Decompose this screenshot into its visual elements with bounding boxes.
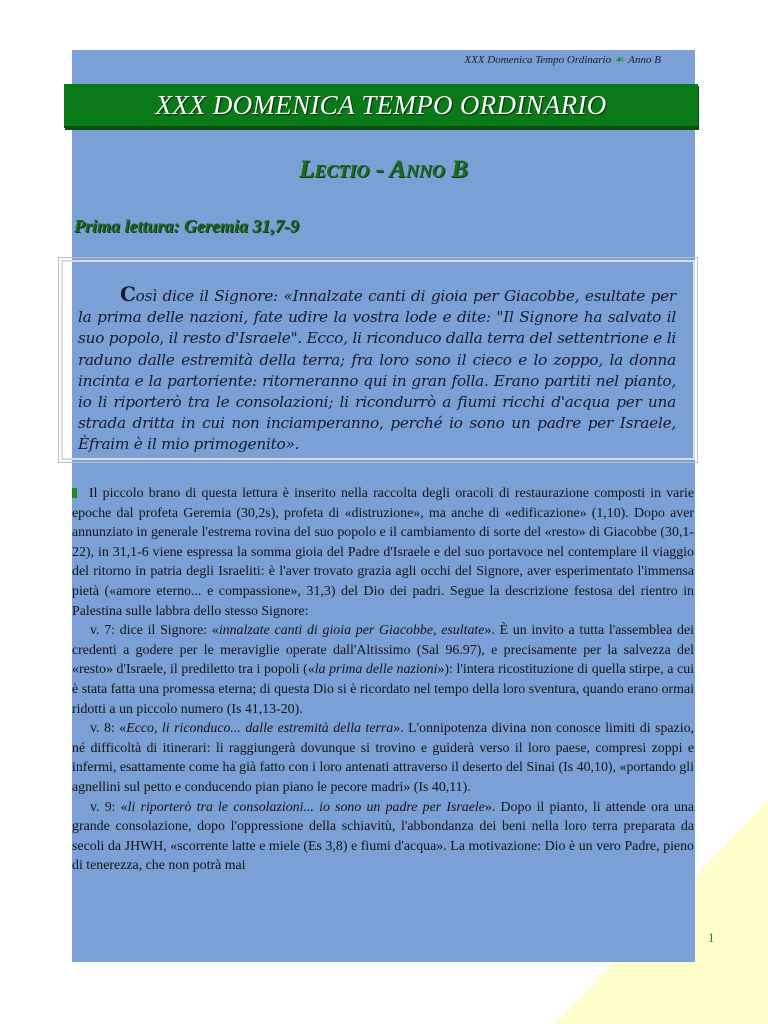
page-title: XXX DOMENICA TEMPO ORDINARIO bbox=[155, 90, 607, 120]
quote-box bbox=[61, 260, 695, 460]
title-banner bbox=[64, 84, 698, 128]
paragraph: v. 9: «li riporterò tra le consolazioni... io sono un padre per Israele». Dopo il pianto, li attende ora una grande consolazione, dopo l'oppressione della schiavitù, l'abbondanza dei beni nella loro terra preparata da secoli da JHWH, «scorrente latte e miele (Es 3,8) e fiumi d'acqua». La motivazione: Dio è un vero Padre, pieno di tenerezza, che non potrà mai bbox=[72, 799, 695, 874]
bullet-icon bbox=[72, 488, 77, 498]
quote-text: osì dice il Signore: «Innalzate canti di gioia per Giacobbe, esultate per la prima delle nazioni, fate udire la vostra lode e dite: "Il Signore ha salvato il suo popolo, il resto d'Israele". Ecco, li riconduco dalla terra del settentrione e li raduno dalle estremità della terra; fra loro sono il cieco e lo zoppo, la donna incinta e la partoriente: ritorneranno qui in gran folla. Erano partiti nel pianto, io li riporterò tra le consolazioni; li ricondurrò a fiumi ricchi d'acqua per una strada dritta in cui non inciamperanno, perché io sono un padre per Israele, Èfraim è il mio primogenito». bbox=[78, 287, 676, 454]
paragraph: v. 7: dice il Signore: «innalzate canti di gioia per Giacobbe, esultate». È un invito a tutta l'assemblea dei credenti a godere per le meraviglie operate dall'Altissimo (Sal 96.97), e precisamente per la salvezza del «resto» d'Israele, il prediletto tra i popoli («la prima delle nazioni»): l'intera ricostituzione di quella stirpe, a cui è stata fatta una promessa eterna; di questa Dio si è ricordato nel tempo della loro sventura, quando erano ormai ridotti a un piccolo numero (Is 41,13-20). bbox=[72, 623, 694, 717]
scripture-quote bbox=[78, 284, 676, 456]
subtitle: Lectio - Anno B bbox=[299, 156, 468, 183]
commentary bbox=[72, 484, 694, 876]
page-number: 1 bbox=[708, 930, 715, 945]
paragraph: v. 8: «Ecco, li riconduco... dalle estremità della terra». L'onnipotenza divina non conosce limiti di spazio, né difficoltà di itinerari: li raggiungerà dovunque si trovino e guiderà verso il loro paese, compresi zoppi e infermi, esattamente come ha già fatto con i loro antenati attraverso il deserto del Sinai (Is 40,10), «portando gli agnellini sul petto e conducendo pian piano le pecore madri» (Is 40,11). bbox=[72, 721, 694, 795]
paragraph: Il piccolo brano di questa lettura è inserito nella raccolta degli oracoli di restaurazione composti in varie epoche dal profeta Geremia (30,2s), profeta di «distruzione», ma anche di «edificazione» (1,10). Dopo aver annunziato in generale l'estrema rovina del suo popolo e il cambiamento di sorte del «resto» di Giacobbe (30,1-22), in 31,1-6 viene espressa la somma gioia del Padre d'Israele e del suo portavoce nel contemplare il viaggio del ritorno in patria degli Israeliti: è l'aver trovato grazia agli occhi del Signore, aver esperimentato l'immensa pietà («amore eterno... e compassione», 31,3) del Dio dei padri. Segue la descrizione festosa del rientro in Palestina sulle labbra dello stesso Signore: bbox=[72, 486, 694, 619]
first-reading-heading: Prima lettura: Geremia 31,7-9 bbox=[74, 216, 299, 236]
running-header-title: XXX Domenica Tempo Ordinario bbox=[464, 54, 612, 66]
running-header bbox=[464, 53, 661, 66]
page bbox=[72, 50, 695, 962]
running-header-year: Anno B bbox=[628, 54, 661, 66]
drop-cap: C bbox=[120, 282, 136, 306]
leaf-ornament-icon: ☙ bbox=[614, 54, 625, 66]
